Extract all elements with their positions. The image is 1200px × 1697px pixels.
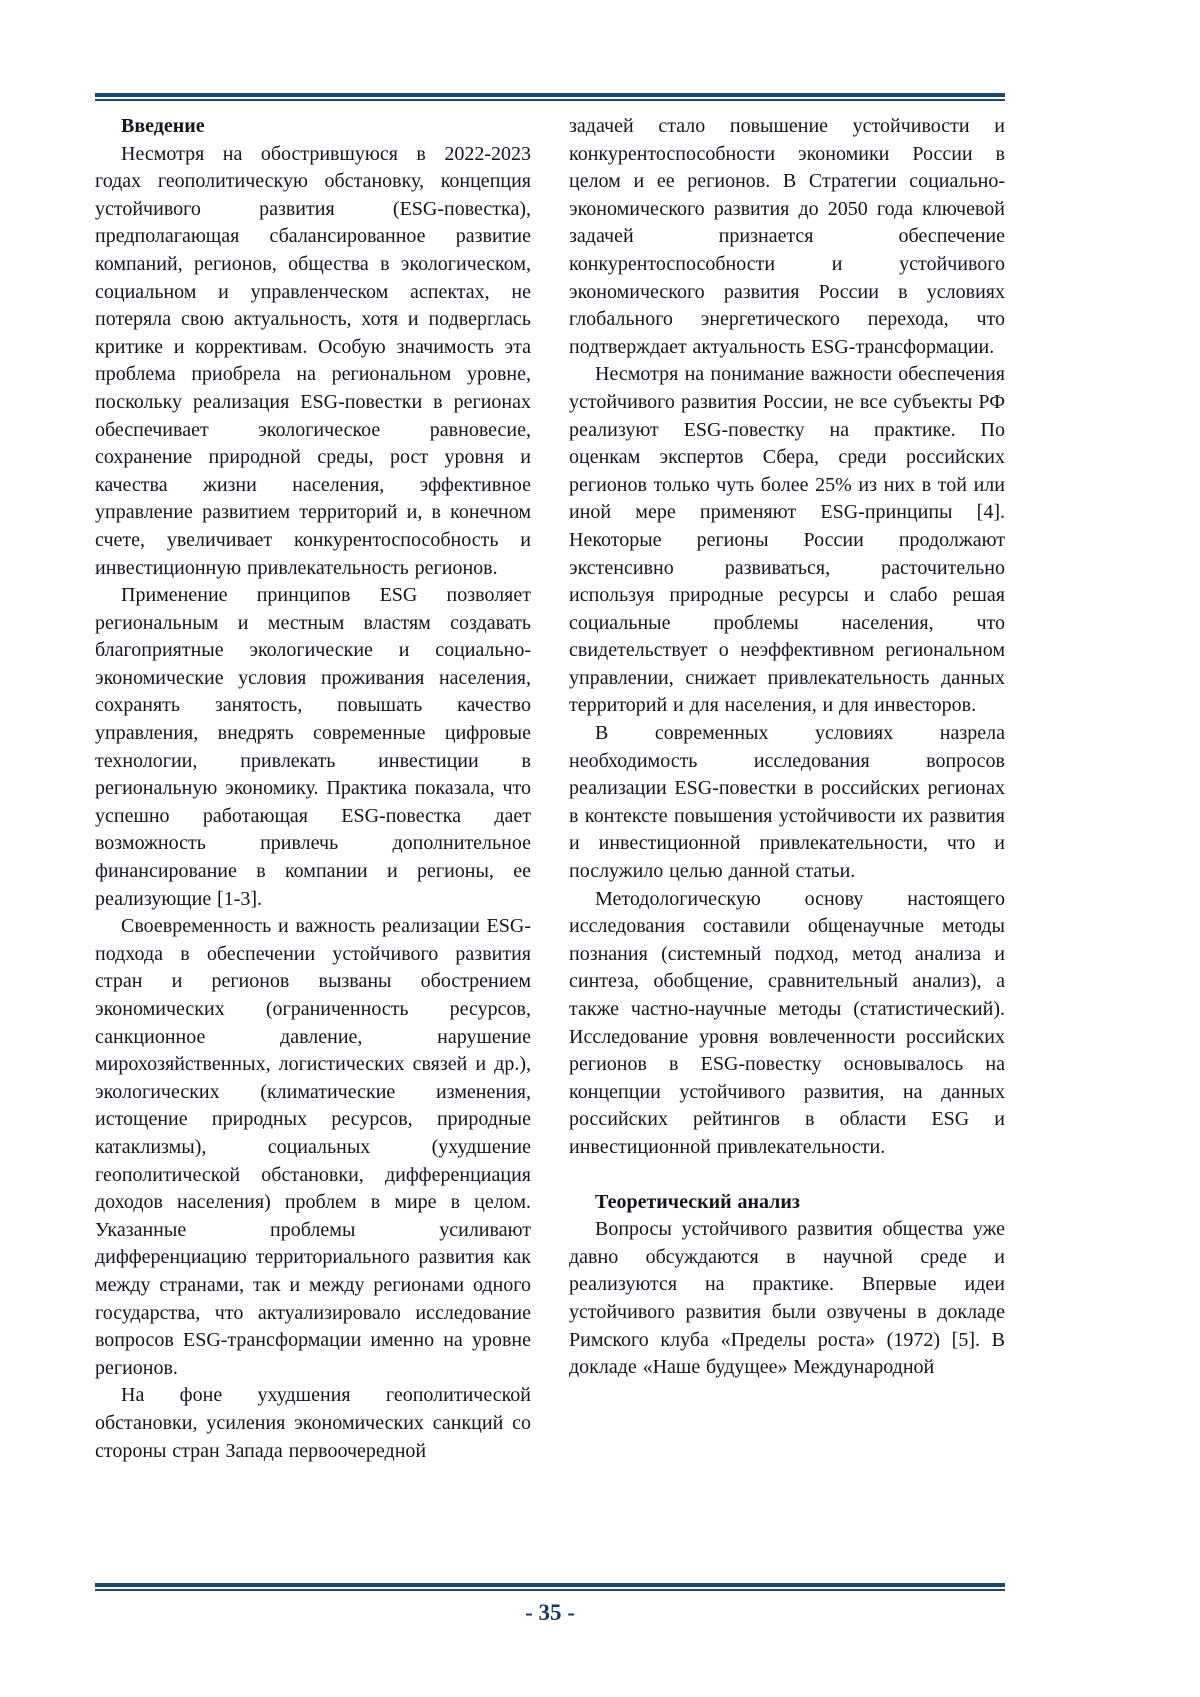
paragraph: Методологическую основу настоящего исследования составили общенаучные методы познания (системный подход, метод анализа и синтеза, обобщение, сравнительный анализ), а также частно-научные методы (статистический). Исследование уровня вовлеченности российских регионов в ESG-повестку основывалось на концепции устойчивого развития, на данных российских рейтингов в области ESG и инвестиционной привлекательности. xyxy=(569,887,1005,1158)
paragraph: задачей стало повышение устойчивости и конкурентоспособности экономики России в целом и ее регионов. В Стратегии социально-экономического развития до 2050 года ключевой задачей признается обеспечение конкурентоспособности и устойчивого экономического развития России в условиях глобального энергетического перехода, что подтверждает актуальность ESG-трансформации. xyxy=(569,115,1005,358)
right-column xyxy=(569,113,1005,1465)
left-column xyxy=(95,113,531,1465)
paragraph: На фоне ухудшения геополитической обстановки, усиления экономических санкций со стороны стран Запада первоочередной xyxy=(95,1384,531,1462)
section-heading: Теоретический анализ xyxy=(595,1190,800,1213)
section-heading: Введение xyxy=(121,115,205,137)
article-body xyxy=(95,113,1005,1465)
paragraph: Применение принципов ESG позволяет региональным и местным властям создавать благоприятные экологические и социально-экономические условия проживания населения, сохранять занятость, повышать качество управления, внедрять современные цифровые технологии, привлекать инвестиции в региональную экономику. Практика показала, что успешно работающая ESG-повестка дает возможность привлечь дополнительное финансирование в компании и регионы, ее реализующие [1-3]. xyxy=(95,584,531,910)
document-page xyxy=(95,0,1005,1697)
paragraph: Несмотря на понимание важности обеспечения устойчивого развития России, не все субъекты РФ реализуют ESG-повестку на практике. По оценкам экспертов Сбера, среди российских регионов только чуть более 25% из них в той или иной мере применяют ESG-принципы [4]. Некоторые регионы России продолжают экстенсивно развиваться, расточительно используя природные ресурсы и слабо решая социальные проблемы населения, что свидетельствует о неэффективном региональном управлении, снижает привлекательность данных территорий и для населения, и для инвесторов. xyxy=(569,363,1005,717)
paragraph: Несмотря на обострившуюся в 2022-2023 годах геополитическую обстановку, концепция устойчивого развития (ESG-повестка), предполагающая сбалансированное развитие компаний, регионов, общества в экологическом, социальном и управленческом аспектах, не потеряла свою актуальность, хотя и подверглась критике и коррективам. Особую значимость эта проблема приобрела на региональном уровне, поскольку реализация ESG-повестки в регионах обеспечивает экологическое равновесие, сохранение природной среды, рост уровня и качества жизни населения, эффективное управление развитием территорий и, в конечном счете, увеличивает конкурентоспособность и инвестиционную привлекательность регионов. xyxy=(95,142,531,579)
paragraph: Своевременность и важность реализации ESG-подхода в обеспечении устойчивого развития стран и регионов вызваны обострением экономических (ограниченность ресурсов, санкционное давление, нарушение мирохозяйственных, логистических связей и др.), экологических (климатические изменения, истощение природных ресурсов, природные катаклизмы), социальных (ухудшение геополитической обстановки, дифференциация доходов населения) проблем в мире в целом. Указанные проблемы усиливают дифференциацию территориального развития как между странами, так и между регионами одного государства, что актуализировало исследование вопросов ESG-трансформации именно на уровне регионов. xyxy=(95,915,531,1379)
bottom-rule xyxy=(95,1583,1005,1591)
paragraph: Вопросы устойчивого развития общества уже давно обсуждаются в научной среде и реализуются на практике. Впервые идеи устойчивого развития были озвучены в докладе Римского клуба «Пределы роста» (1972) [5]. В докладе «Наше будущее» Международной xyxy=(569,1218,1005,1379)
page-number: - 35 - xyxy=(525,1600,575,1625)
top-rule xyxy=(95,93,1005,101)
paragraph: В современных условиях назрела необходимость исследования вопросов реализации ESG-повестки в российских регионах в контексте повышения устойчивости их развития и инвестиционной привлекательности, что и послужило целью данной статьи. xyxy=(569,722,1005,883)
